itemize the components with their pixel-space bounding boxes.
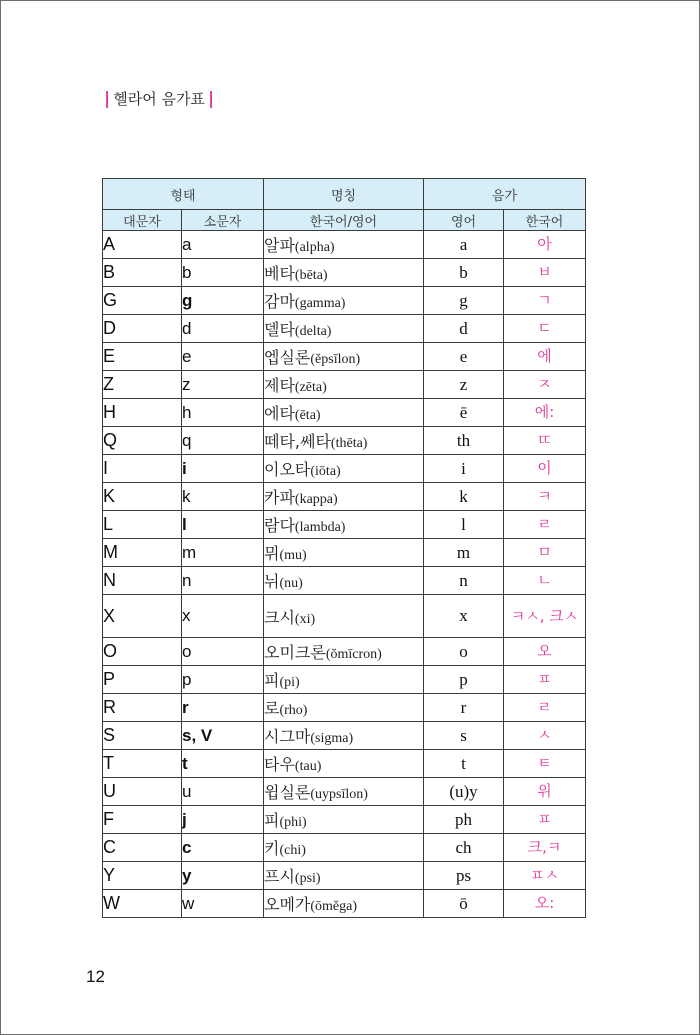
uppercase-cell: B	[103, 259, 182, 287]
lowercase-cell: m	[182, 539, 264, 567]
table-row	[103, 806, 586, 834]
name-cell	[264, 259, 424, 287]
uppercase-cell: T	[103, 750, 182, 778]
uppercase-cell: L	[103, 511, 182, 539]
lowercase-cell: w	[182, 890, 264, 918]
korean-sound-cell: ㅁ	[504, 539, 586, 567]
lowercase-cell: y	[182, 862, 264, 890]
name-korean: 뉘	[264, 572, 280, 591]
english-sound-cell: ē	[424, 399, 504, 427]
english-sound-cell: (u)y	[424, 778, 504, 806]
korean-sound-cell: ㅅ	[504, 722, 586, 750]
korean-sound-cell: ㅋㅅ, 크ㅅ	[504, 595, 586, 638]
uppercase-cell: G	[103, 287, 182, 315]
name-cell	[264, 427, 424, 455]
name-korean: 감마	[264, 292, 295, 311]
heading-title: 헬라어 음가표	[113, 90, 205, 108]
name-cell	[264, 638, 424, 666]
english-sound-cell: l	[424, 511, 504, 539]
english-sound-cell: ps	[424, 862, 504, 890]
name-cell	[264, 862, 424, 890]
table-row	[103, 750, 586, 778]
korean-sound-cell: 에	[504, 343, 586, 371]
name-cell	[264, 343, 424, 371]
name-cell	[264, 567, 424, 595]
name-cell	[264, 722, 424, 750]
uppercase-cell: Z	[103, 371, 182, 399]
table-row	[103, 511, 586, 539]
english-sound-cell: p	[424, 666, 504, 694]
name-korean: 로	[264, 699, 280, 718]
table-row	[103, 638, 586, 666]
name-korean: 피	[264, 671, 280, 690]
name-cell	[264, 834, 424, 862]
name-cell	[264, 806, 424, 834]
english-sound-cell: r	[424, 694, 504, 722]
name-romanized: (uypsīlon)	[310, 787, 368, 802]
table-row	[103, 722, 586, 750]
uppercase-cell: N	[103, 567, 182, 595]
subheader-upper: 대문자	[103, 210, 182, 231]
english-sound-cell: ph	[424, 806, 504, 834]
uppercase-cell: D	[103, 315, 182, 343]
english-sound-cell: s	[424, 722, 504, 750]
name-korean: 람다	[264, 516, 295, 535]
korean-sound-cell: ㄸ	[504, 427, 586, 455]
name-romanized: (phi)	[279, 815, 307, 830]
name-romanized: (lambda)	[294, 520, 346, 535]
uppercase-cell: H	[103, 399, 182, 427]
name-korean: 카파	[264, 488, 295, 507]
section-heading	[104, 88, 214, 109]
name-korean: 오메가	[264, 895, 311, 914]
english-sound-cell: d	[424, 315, 504, 343]
table-row	[103, 315, 586, 343]
name-romanized: (gamma)	[294, 296, 346, 311]
uppercase-cell: F	[103, 806, 182, 834]
lowercase-cell: c	[182, 834, 264, 862]
heading-left-bar: |	[104, 88, 111, 109]
korean-sound-cell: 오:	[504, 890, 586, 918]
english-sound-cell: z	[424, 371, 504, 399]
name-romanized: (ōmĕga)	[310, 899, 358, 914]
lowercase-cell: x	[182, 595, 264, 638]
table-row	[103, 666, 586, 694]
uppercase-cell: P	[103, 666, 182, 694]
header-form: 형태	[103, 179, 264, 210]
lowercase-cell: b	[182, 259, 264, 287]
name-romanized: (zēta)	[294, 380, 327, 395]
lowercase-cell: r	[182, 694, 264, 722]
table-row	[103, 890, 586, 918]
english-sound-cell: e	[424, 343, 504, 371]
name-romanized: (ēta)	[294, 408, 321, 423]
name-cell	[264, 694, 424, 722]
name-romanized: (nu)	[279, 576, 303, 591]
uppercase-cell: S	[103, 722, 182, 750]
korean-sound-cell: 아	[504, 231, 586, 259]
table-row	[103, 399, 586, 427]
uppercase-cell: X	[103, 595, 182, 638]
name-korean: 떼타,쎄타	[264, 432, 331, 451]
name-korean: 시그마	[264, 727, 311, 746]
subheader-eng: 영어	[424, 210, 504, 231]
table-row	[103, 483, 586, 511]
name-romanized: (rho)	[279, 703, 308, 718]
table-row	[103, 287, 586, 315]
name-cell	[264, 595, 424, 638]
table-row	[103, 595, 586, 638]
lowercase-cell: z	[182, 371, 264, 399]
name-romanized: (chi)	[279, 843, 306, 858]
uppercase-cell: E	[103, 343, 182, 371]
table-row	[103, 343, 586, 371]
table-row	[103, 567, 586, 595]
name-romanized: (alpha)	[294, 240, 335, 255]
uppercase-cell: O	[103, 638, 182, 666]
english-sound-cell: g	[424, 287, 504, 315]
korean-sound-cell: ㄹ	[504, 694, 586, 722]
korean-sound-cell: ㅍ	[504, 806, 586, 834]
table-body	[103, 231, 586, 918]
name-cell	[264, 511, 424, 539]
subheader-kor: 한국어	[504, 210, 586, 231]
name-korean: 알파	[264, 236, 295, 255]
uppercase-cell: K	[103, 483, 182, 511]
korean-sound-cell: ㄹ	[504, 511, 586, 539]
name-romanized: (iōta)	[310, 464, 341, 479]
name-korean: 오미크론	[264, 643, 326, 662]
english-sound-cell: i	[424, 455, 504, 483]
english-sound-cell: b	[424, 259, 504, 287]
name-cell	[264, 778, 424, 806]
subheader-lower: 소문자	[182, 210, 264, 231]
lowercase-cell: h	[182, 399, 264, 427]
english-sound-cell: m	[424, 539, 504, 567]
lowercase-cell: o	[182, 638, 264, 666]
name-romanized: (psi)	[294, 871, 321, 886]
table-row	[103, 231, 586, 259]
lowercase-cell: d	[182, 315, 264, 343]
header-sound: 음가	[424, 179, 586, 210]
name-romanized: (sigma)	[310, 731, 354, 746]
lowercase-cell: u	[182, 778, 264, 806]
english-sound-cell: a	[424, 231, 504, 259]
uppercase-cell: Y	[103, 862, 182, 890]
english-sound-cell: x	[424, 595, 504, 638]
name-cell	[264, 890, 424, 918]
name-cell	[264, 483, 424, 511]
uppercase-cell: I	[103, 455, 182, 483]
heading-right-bar: |	[207, 88, 215, 109]
lowercase-cell: j	[182, 806, 264, 834]
name-cell	[264, 539, 424, 567]
greek-alphabet-table	[102, 178, 586, 918]
lowercase-cell: s, V	[182, 722, 264, 750]
name-romanized: (delta)	[294, 324, 332, 339]
lowercase-cell: e	[182, 343, 264, 371]
subheader-kor-eng: 한국어/영어	[264, 210, 424, 231]
lowercase-cell: q	[182, 427, 264, 455]
name-romanized: (thēta)	[330, 436, 368, 451]
korean-sound-cell: 에:	[504, 399, 586, 427]
english-sound-cell: o	[424, 638, 504, 666]
korean-sound-cell: ㄷ	[504, 315, 586, 343]
korean-sound-cell: 오	[504, 638, 586, 666]
lowercase-cell: t	[182, 750, 264, 778]
table-row	[103, 455, 586, 483]
name-cell	[264, 750, 424, 778]
uppercase-cell: W	[103, 890, 182, 918]
name-cell	[264, 231, 424, 259]
name-korean: 베타	[264, 264, 295, 283]
table-row	[103, 862, 586, 890]
name-korean: 이오타	[264, 460, 311, 479]
lowercase-cell: a	[182, 231, 264, 259]
korean-sound-cell: ㄱ	[504, 287, 586, 315]
name-cell	[264, 455, 424, 483]
korean-sound-cell: 위	[504, 778, 586, 806]
lowercase-cell: g	[182, 287, 264, 315]
english-sound-cell: ch	[424, 834, 504, 862]
name-cell	[264, 315, 424, 343]
name-korean: 타우	[264, 755, 295, 774]
uppercase-cell: A	[103, 231, 182, 259]
table-row	[103, 834, 586, 862]
lowercase-cell: p	[182, 666, 264, 694]
lowercase-cell: k	[182, 483, 264, 511]
korean-sound-cell: ㅂ	[504, 259, 586, 287]
table-row	[103, 427, 586, 455]
name-romanized: (bēta)	[294, 268, 328, 283]
name-korean: 키	[264, 839, 280, 858]
name-korean: 크시	[264, 607, 295, 627]
name-korean: 에타	[264, 404, 295, 423]
english-sound-cell: k	[424, 483, 504, 511]
english-sound-cell: ō	[424, 890, 504, 918]
korean-sound-cell: ㅍㅅ	[504, 862, 586, 890]
name-romanized: (tau)	[294, 759, 322, 774]
name-romanized: (xi)	[294, 611, 316, 627]
header-name: 명칭	[264, 179, 424, 210]
uppercase-cell: C	[103, 834, 182, 862]
name-korean: 피	[264, 811, 280, 830]
name-korean: 델타	[264, 320, 295, 339]
uppercase-cell: Q	[103, 427, 182, 455]
table-row	[103, 778, 586, 806]
lowercase-cell: n	[182, 567, 264, 595]
korean-sound-cell: ㅌ	[504, 750, 586, 778]
korean-sound-cell: ㅈ	[504, 371, 586, 399]
uppercase-cell: U	[103, 778, 182, 806]
name-romanized: (mu)	[279, 548, 307, 563]
name-romanized: (pi)	[279, 675, 300, 690]
name-cell	[264, 371, 424, 399]
table-row	[103, 694, 586, 722]
name-korean: 프시	[264, 867, 295, 886]
korean-sound-cell: 이	[504, 455, 586, 483]
table-row	[103, 539, 586, 567]
name-romanized: (ŏmīcron)	[325, 647, 382, 662]
name-korean: 엡실론	[264, 348, 311, 367]
name-korean: 윕실론	[264, 783, 311, 802]
page-number: 12	[86, 967, 105, 986]
name-korean: 제타	[264, 376, 295, 395]
lowercase-cell: i	[182, 455, 264, 483]
english-sound-cell: t	[424, 750, 504, 778]
lowercase-cell: l	[182, 511, 264, 539]
name-cell	[264, 666, 424, 694]
korean-sound-cell: ㄴ	[504, 567, 586, 595]
english-sound-cell: th	[424, 427, 504, 455]
uppercase-cell: M	[103, 539, 182, 567]
table-row	[103, 259, 586, 287]
english-sound-cell: n	[424, 567, 504, 595]
name-cell	[264, 287, 424, 315]
name-romanized: (ĕpsīlon)	[310, 352, 361, 367]
name-korean: 뮈	[264, 544, 280, 563]
korean-sound-cell: ㅍ	[504, 666, 586, 694]
korean-sound-cell: ㅋ	[504, 483, 586, 511]
korean-sound-cell: 크,ㅋ	[504, 834, 586, 862]
table-row	[103, 371, 586, 399]
uppercase-cell: R	[103, 694, 182, 722]
name-cell	[264, 399, 424, 427]
name-romanized: (kappa)	[294, 492, 338, 507]
